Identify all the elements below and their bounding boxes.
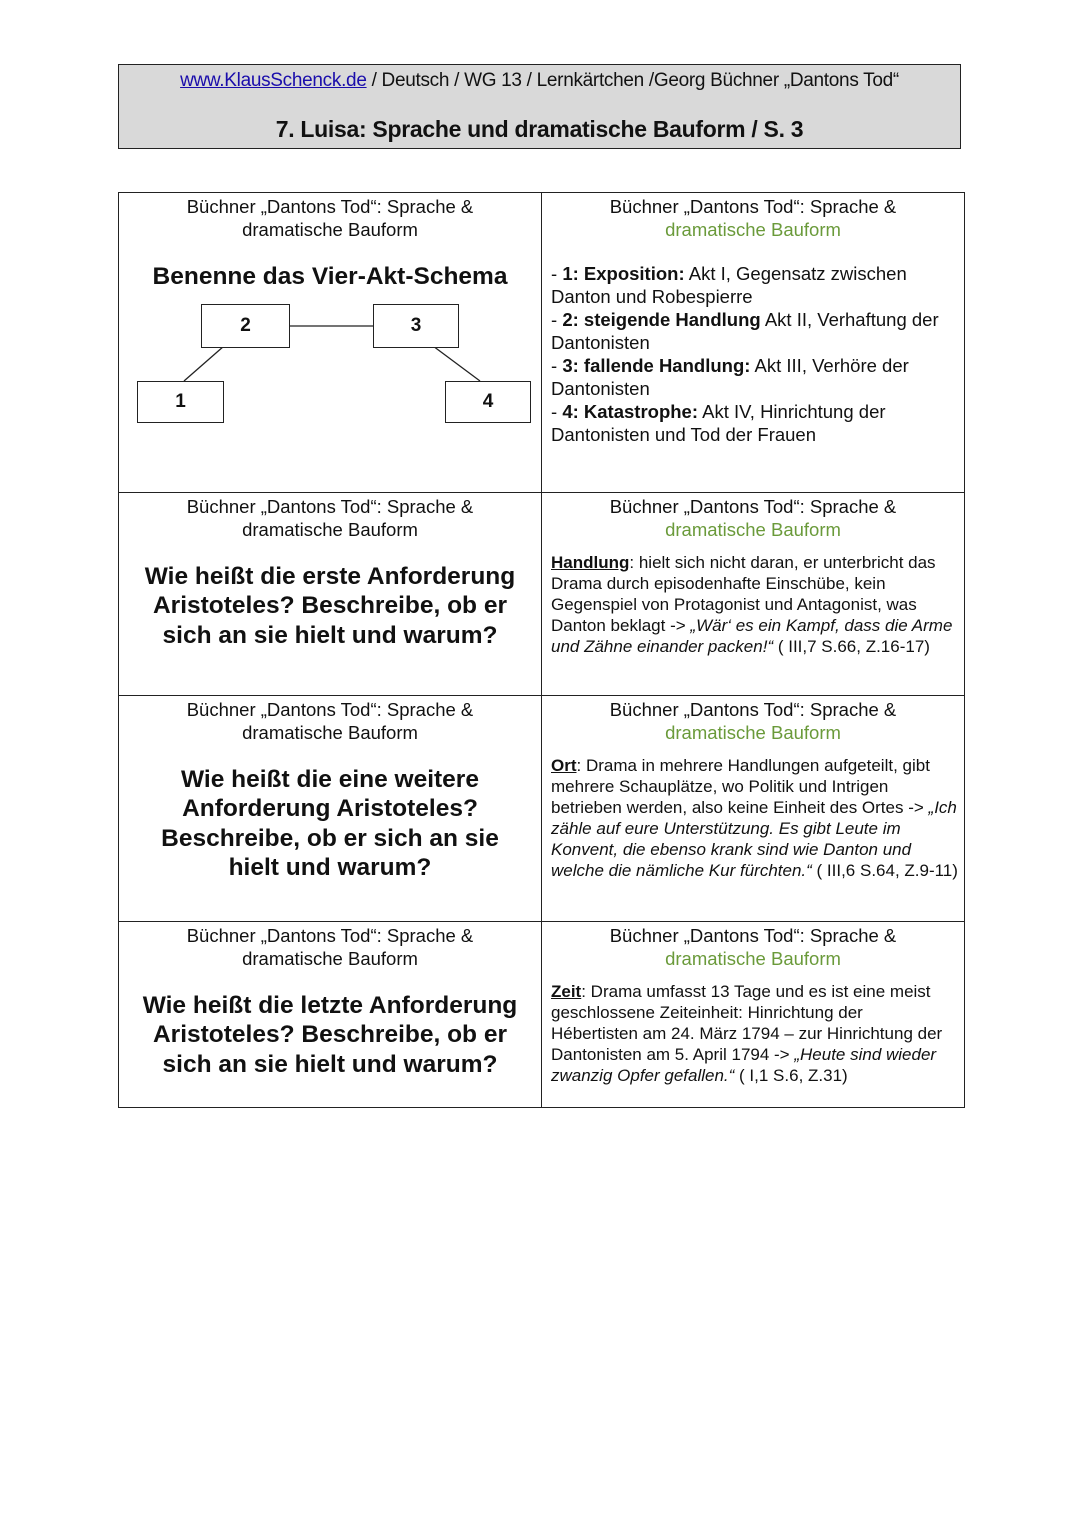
four-act-schema xyxy=(119,292,541,492)
card-title-line1: Büchner „Dantons Tod“: Sprache & xyxy=(186,698,474,720)
card-row-2 xyxy=(119,492,965,695)
schema-box-4: 4 xyxy=(445,381,531,423)
card-title-line2: dramatische Bauform xyxy=(242,947,418,969)
question-text: Wie heißt die eine weitere Anforderung Aristoteles? Beschreibe, ob er sich an sie hielt und warum? xyxy=(161,765,499,881)
header-breadcrumb: / Deutsch / WG 13 / Lernkärtchen /Georg Büchner „Dantons Tod“ xyxy=(366,70,899,91)
card-title-line1: Büchner „Dantons Tod“: Sprache & xyxy=(186,495,474,517)
card-title xyxy=(542,922,964,970)
connector-1-2 xyxy=(184,346,224,381)
card-title xyxy=(119,922,541,970)
schema-box-3: 3 xyxy=(373,304,459,348)
header-path xyxy=(119,70,960,92)
answer-text: Zeit: Drama umfasst 13 Tage und es ist eine meist geschlossene Zeiteinheit: Hinrichtung der Hébertisten am 24. März 1794 – zur Hinrichtung der Dantonisten am 5. April 1794 -> „Heute sind wieder zwanzig Opfer gefallen.“ ( I,1 S.6, Z.31) xyxy=(551,981,943,1085)
card-row-3 xyxy=(119,695,965,921)
answer-label: Ort xyxy=(551,755,577,775)
card-title xyxy=(542,696,964,744)
card-title-line1: Büchner „Dantons Tod“: Sprache & xyxy=(186,924,474,946)
answer-item-4: - 4: Katastrophe: Akt IV, Hinrichtung der Dantonisten und Tod der Frauen xyxy=(551,401,886,445)
flashcard-table xyxy=(118,192,965,1108)
answer-item-2: - 2: steigende Handlung Akt II, Verhaftung der Dantonisten xyxy=(551,309,939,353)
card-title xyxy=(119,696,541,744)
card-title-line1: Büchner „Dantons Tod“: Sprache & xyxy=(609,495,897,517)
card-title-line2: dramatische Bauform xyxy=(242,721,418,743)
question-text: Wie heißt die letzte Anforderung Aristoteles? Beschreibe, ob er sich an sie hielt und warum? xyxy=(142,991,518,1078)
card-answer-3 xyxy=(542,695,965,921)
answer-reference: ( III,7 S.66, Z.16-17) xyxy=(773,636,930,656)
answer-text xyxy=(542,262,964,446)
answer-item-3: - 3: fallende Handlung: Akt III, Verhöre der Dantonisten xyxy=(551,355,909,399)
page-title: 7. Luisa: Sprache und dramatische Bauform / S. 3 xyxy=(275,116,804,142)
card-title-line1: Büchner „Dantons Tod“: Sprache & xyxy=(186,196,474,217)
card-title-line2: dramatische Bauform xyxy=(665,518,841,540)
card-row-4 xyxy=(119,921,965,1107)
card-title xyxy=(542,193,964,241)
answer-quote: „Heute sind wieder zwanzig Opfer gefallen.“ xyxy=(551,1044,937,1085)
schema-box-1: 1 xyxy=(137,381,224,423)
card-row-1 xyxy=(119,193,965,493)
card-title-line2: dramatische Bauform xyxy=(665,219,841,240)
question-text: Wie heißt die erste Anforderung Aristoteles? Beschreibe, ob er sich an sie hielt und warum? xyxy=(144,562,516,649)
card-question-2 xyxy=(119,492,542,695)
connector-3-4 xyxy=(433,346,480,381)
card-question-1 xyxy=(119,193,542,493)
schema-box-2: 2 xyxy=(201,304,290,348)
card-question-4 xyxy=(119,921,542,1107)
card-title-line1: Büchner „Dantons Tod“: Sprache & xyxy=(609,196,897,217)
card-title-line2: dramatische Bauform xyxy=(665,947,841,969)
card-title-line2: dramatische Bauform xyxy=(665,721,841,743)
answer-label: Zeit xyxy=(551,981,582,1001)
card-title xyxy=(119,493,541,541)
card-title-line2: dramatische Bauform xyxy=(242,219,418,240)
card-answer-2 xyxy=(542,492,965,695)
answer-text: Ort: Drama in mehrere Handlungen aufgeteilt, gibt mehrere Schauplätze, wo Politik und Intrigen betrieben werden, also keine Einheit des Ortes -> „Ich zähle auf eure Unterstützung. Es gibt Leute im Konvent, die ebenso krank sind wie Danton und welche die nämliche Kur fürchten.“ ( III,6 S.64, Z.9-11) xyxy=(551,755,958,880)
answer-quote: „Wär‘ es ein Kampf, dass die Arme und Zähne einander packen!“ xyxy=(551,615,953,656)
answer-item-1: - 1: Exposition: Akt I, Gegensatz zwischen Danton und Robespierre xyxy=(551,263,907,307)
card-title-line2: dramatische Bauform xyxy=(242,518,418,540)
card-title xyxy=(542,493,964,541)
question-text: Benenne das Vier-Akt-Schema xyxy=(152,263,508,290)
site-link[interactable]: www.KlausSchenck.de xyxy=(180,70,367,91)
answer-reference: ( I,1 S.6, Z.31) xyxy=(734,1065,848,1085)
card-answer-4 xyxy=(542,921,965,1107)
card-title-line1: Büchner „Dantons Tod“: Sprache & xyxy=(609,698,897,720)
page-header xyxy=(118,64,961,149)
card-answer-1 xyxy=(542,193,965,493)
answer-text: Handlung: hielt sich nicht daran, er unterbricht das Drama durch episodenhafte Einschübe, kein Gegenspiel von Protagonist und Antagonist, was Danton beklagt -> „Wär‘ es ein Kampf, dass die Arme und Zähne einander packen!“ ( III,7 S.66, Z.16-17) xyxy=(551,552,953,656)
answer-reference: ( III,6 S.64, Z.9-11) xyxy=(811,860,958,880)
answer-quote: „Ich zähle auf eure Unterstützung. Es gibt Leute im Konvent, die ebenso krank sind wie Danton und welche die nämliche Kur fürchten.“ xyxy=(551,797,957,880)
card-title-line1: Büchner „Dantons Tod“: Sprache & xyxy=(609,924,897,946)
card-title xyxy=(119,193,541,241)
card-question-3 xyxy=(119,695,542,921)
answer-label: Handlung xyxy=(551,552,630,572)
